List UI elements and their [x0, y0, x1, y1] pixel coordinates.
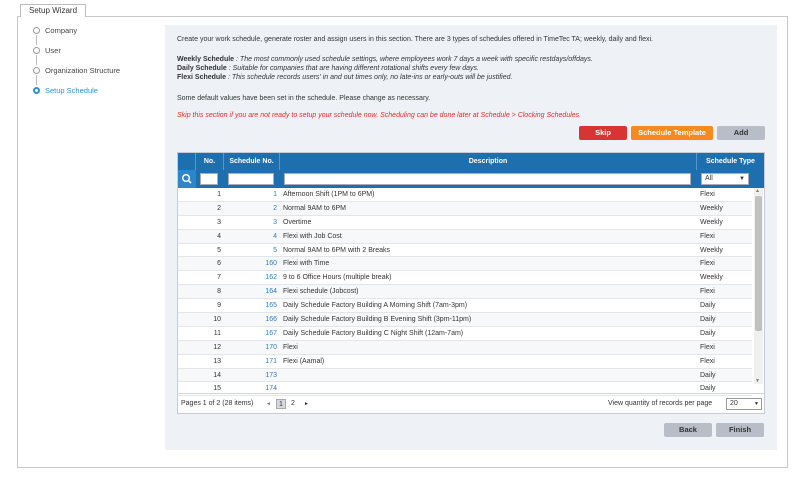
- tab-setup-wizard[interactable]: Setup Wizard: [20, 4, 86, 17]
- cell-schedule-no[interactable]: 174: [265, 385, 277, 393]
- chevron-down-icon: ▼: [754, 401, 759, 407]
- scroll-down-icon[interactable]: ▼: [755, 378, 760, 384]
- table-row[interactable]: [178, 188, 752, 202]
- cell-schedule-no[interactable]: 1: [273, 191, 277, 198]
- search-icon[interactable]: [178, 170, 196, 188]
- cell-schedule-no[interactable]: 166: [265, 316, 277, 324]
- cell-no: 5: [217, 246, 221, 254]
- filter-type-value: All: [705, 175, 713, 182]
- cell-description: Flexi: [283, 343, 298, 351]
- header-schedule-type[interactable]: Schedule Type: [706, 158, 755, 165]
- cell-description: Daily Schedule Factory Building B Evening Shift (3pm-11pm): [283, 316, 472, 324]
- step-dot-icon: [33, 87, 40, 94]
- weekly-schedule-text: [177, 56, 593, 63]
- chevron-down-icon: ▼: [739, 176, 745, 182]
- table-row[interactable]: [178, 355, 752, 369]
- cell-type: Daily: [700, 385, 716, 393]
- cell-description: Normal 9AM to 6PM with 2 Breaks: [283, 246, 390, 254]
- qty-value: 20: [730, 400, 738, 407]
- cell-type: Daily: [700, 371, 716, 379]
- header-schedule-no[interactable]: Schedule No.: [224, 153, 280, 170]
- page-1-button[interactable]: 1: [276, 399, 286, 409]
- cell-no: 14: [213, 371, 221, 379]
- table-row[interactable]: [178, 230, 752, 244]
- cell-description: Flexi (Aamal): [283, 357, 325, 365]
- filter-description-input[interactable]: [284, 173, 691, 185]
- step-label: Company: [45, 26, 78, 35]
- grid-rows: [178, 188, 752, 393]
- next-page-icon[interactable]: ►: [304, 401, 309, 407]
- table-row[interactable]: [178, 216, 752, 230]
- table-row[interactable]: [178, 341, 752, 355]
- table-row[interactable]: [178, 369, 752, 383]
- cell-schedule-no[interactable]: 171: [265, 357, 277, 365]
- cell-no: 7: [217, 274, 221, 282]
- step-connector: [36, 75, 37, 85]
- grid-filter-row: [178, 170, 764, 188]
- cell-type: Flexi: [700, 260, 715, 268]
- type-desc: : The most commonly used schedule settings, where employees work 7 days a week with specific restdays/offdays.: [236, 56, 593, 63]
- cell-type: Daily: [700, 329, 716, 337]
- step-user[interactable]: [33, 45, 163, 65]
- cell-no: 3: [217, 218, 221, 226]
- cell-schedule-no[interactable]: 3: [273, 218, 277, 226]
- cell-description: Overtime: [283, 218, 312, 226]
- cell-type: Daily: [700, 302, 716, 310]
- table-row[interactable]: [178, 244, 752, 258]
- skip-note: Skip this section if you are not ready to setup your schedule now. Scheduling can be done later at Schedule > Clocking Schedules.: [177, 112, 582, 119]
- vertical-scrollbar[interactable]: [754, 188, 763, 384]
- type-name: Flexi Schedule: [177, 74, 227, 81]
- cell-schedule-no[interactable]: 4: [273, 232, 277, 240]
- prev-page-icon[interactable]: ◄: [266, 401, 271, 407]
- header-description[interactable]: Description: [280, 153, 697, 170]
- cell-type: Weekly: [700, 218, 723, 226]
- scrollbar-thumb[interactable]: [755, 196, 762, 331]
- cell-type: Weekly: [700, 274, 723, 282]
- cell-schedule-no[interactable]: 5: [273, 246, 277, 254]
- cell-no: 4: [217, 232, 221, 240]
- finish-button[interactable]: Finish: [716, 423, 764, 437]
- qty-select[interactable]: [726, 398, 762, 410]
- cell-no: 10: [213, 316, 221, 324]
- add-button[interactable]: Add: [717, 126, 765, 140]
- schedule-template-button[interactable]: Schedule Template: [631, 126, 713, 140]
- type-name: Daily Schedule: [177, 65, 227, 72]
- step-dot-icon: [33, 27, 40, 34]
- cell-schedule-no[interactable]: 170: [265, 343, 277, 351]
- cell-no: 8: [217, 288, 221, 296]
- grid-header: [178, 153, 764, 170]
- header-no[interactable]: No.: [196, 153, 224, 170]
- cell-description: Daily Schedule Factory Building A Morning Shift (7am-3pm): [283, 302, 468, 310]
- table-row[interactable]: [178, 313, 752, 327]
- table-row[interactable]: [178, 257, 752, 271]
- cell-type: Flexi: [700, 288, 715, 296]
- table-row[interactable]: [178, 202, 752, 216]
- schedule-grid: [177, 152, 765, 414]
- table-row[interactable]: [178, 299, 752, 313]
- cell-no: 9: [217, 302, 221, 310]
- skip-button[interactable]: Skip: [579, 126, 627, 140]
- filter-no-input[interactable]: [200, 173, 218, 185]
- step-label: Setup Schedule: [45, 86, 98, 95]
- cell-type: Flexi: [700, 343, 715, 351]
- pager: [178, 393, 764, 413]
- cell-schedule-no[interactable]: 162: [265, 274, 277, 282]
- cell-no: 12: [213, 343, 221, 351]
- header-spacer: [178, 153, 196, 170]
- cell-schedule-no[interactable]: 160: [265, 260, 277, 268]
- cell-schedule-no[interactable]: 173: [265, 371, 277, 379]
- cell-no: 13: [213, 357, 221, 365]
- cell-type: Daily: [700, 316, 716, 324]
- intro-text: Create your work schedule, generate roster and assign users in this section. There are 3 types of schedules offered in TimeTec TA; weekly, daily and flexi.: [177, 36, 653, 43]
- cell-description: Flexi with Time: [283, 260, 330, 268]
- cell-description: [280, 369, 697, 382]
- cell-schedule-no[interactable]: 2: [273, 204, 277, 212]
- flexi-schedule-text: [177, 74, 512, 81]
- cell-type: Flexi: [700, 191, 715, 198]
- cell-no: 11: [213, 329, 221, 337]
- step-dot-icon: [33, 67, 40, 74]
- filter-type-select[interactable]: [701, 173, 749, 185]
- step-setup-schedule[interactable]: [33, 85, 163, 105]
- pager-summary: Pages 1 of 2 (28 items): [181, 400, 254, 407]
- type-name: Weekly Schedule: [177, 56, 235, 63]
- cell-type: Flexi: [700, 357, 715, 365]
- step-label: Organization Structure: [45, 66, 121, 75]
- page-2-button[interactable]: 2: [291, 400, 295, 407]
- cell-schedule-no[interactable]: 167: [265, 329, 277, 337]
- scroll-up-icon[interactable]: ▲: [755, 188, 760, 194]
- cell-no: 15: [213, 385, 221, 393]
- type-desc: : This schedule records users' in and out times only, no late-ins or early-outs will be justified.: [227, 74, 513, 81]
- step-dot-icon: [33, 47, 40, 54]
- defaults-note: Some default values have been set in the schedule. Please change as necessary.: [177, 95, 431, 102]
- step-label: User: [45, 46, 61, 55]
- cell-description: Daily Schedule Factory Building C Night Shift (12am-7am): [283, 329, 464, 337]
- back-button[interactable]: Back: [664, 423, 712, 437]
- step-connector: [36, 55, 37, 65]
- cell-description: 9 to 6 Office Hours (multiple break): [283, 274, 392, 282]
- cell-no: 2: [217, 204, 221, 212]
- cell-type: Weekly: [700, 246, 723, 254]
- table-row[interactable]: [178, 285, 752, 299]
- schedule-panel: [165, 25, 777, 450]
- wizard-steps: [33, 25, 163, 105]
- cell-schedule-no[interactable]: 164: [265, 288, 277, 296]
- cell-schedule-no[interactable]: 165: [265, 302, 277, 310]
- daily-schedule-text: [177, 65, 479, 72]
- cell-description: Normal 9AM to 6PM: [283, 204, 347, 212]
- step-connector: [36, 35, 37, 45]
- table-row[interactable]: [178, 327, 752, 341]
- cell-type: Flexi: [700, 232, 715, 240]
- cell-type: Weekly: [700, 204, 723, 212]
- cell-description: Flexi with Job Cost: [283, 232, 342, 240]
- table-row[interactable]: [178, 271, 752, 285]
- cell-description: Flexi schedule (Jobcost): [283, 288, 359, 296]
- step-company[interactable]: [33, 25, 163, 45]
- type-desc: : Suitable for companies that are having different rotational shifts every few days.: [228, 65, 479, 72]
- step-organization-structure[interactable]: [33, 65, 163, 85]
- cell-no: 1: [217, 191, 221, 198]
- filter-schedule-no-input[interactable]: [228, 173, 274, 185]
- qty-label: View quantity of records per page: [608, 400, 713, 407]
- cell-description: Afternoon Shift (1PM to 6PM): [283, 191, 375, 198]
- cell-no: 6: [217, 260, 221, 268]
